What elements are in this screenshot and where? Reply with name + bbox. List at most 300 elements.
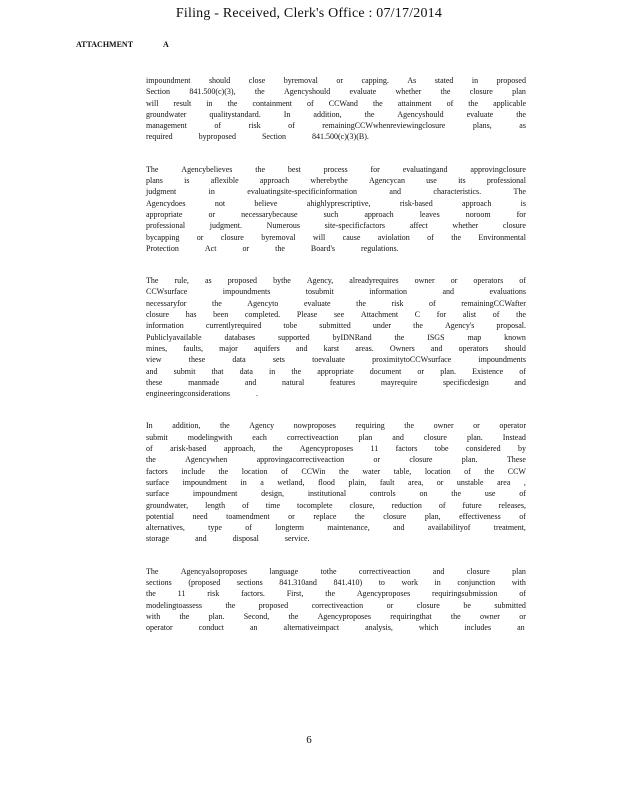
word: impoundment bbox=[146, 76, 191, 85]
word: 841.310and bbox=[279, 577, 317, 587]
word: requiringsubmission bbox=[432, 589, 498, 599]
word: affect bbox=[409, 221, 428, 231]
word: the bbox=[451, 232, 461, 242]
word: the bbox=[179, 611, 190, 621]
word: plan, bbox=[424, 511, 441, 521]
word: professional bbox=[486, 176, 526, 186]
paragraph bbox=[146, 566, 526, 634]
word: is bbox=[520, 198, 526, 208]
word: area, bbox=[407, 477, 424, 487]
word: will bbox=[146, 98, 159, 108]
word: of bbox=[438, 500, 446, 510]
word: management bbox=[146, 121, 187, 131]
word: professional bbox=[146, 221, 186, 231]
word: that bbox=[211, 366, 224, 376]
word: area bbox=[497, 477, 511, 487]
word: in bbox=[206, 98, 213, 108]
word: the bbox=[325, 589, 335, 599]
word: the bbox=[225, 600, 236, 610]
paragraph bbox=[146, 420, 526, 544]
word: the bbox=[339, 466, 349, 476]
text-line bbox=[146, 533, 526, 544]
text-line bbox=[146, 109, 526, 120]
word: plan bbox=[358, 432, 373, 442]
word: cause bbox=[342, 232, 361, 242]
word: submit bbox=[173, 366, 196, 376]
word: tobe bbox=[434, 444, 449, 454]
word: In bbox=[146, 421, 153, 431]
word: groundwater, bbox=[146, 500, 189, 510]
word: type bbox=[208, 523, 222, 533]
text-line bbox=[146, 354, 526, 365]
word: CCWin bbox=[301, 466, 326, 476]
word: capping. bbox=[361, 76, 389, 85]
word: risk bbox=[391, 298, 404, 308]
word: the bbox=[211, 298, 222, 308]
word: toevaluate bbox=[312, 355, 345, 365]
word: should bbox=[208, 76, 231, 85]
word: alreadyrequires bbox=[349, 276, 399, 286]
word: evaluatingand bbox=[402, 164, 448, 174]
word: areas. bbox=[355, 343, 374, 353]
word: of bbox=[307, 98, 314, 108]
word: Agency, bbox=[306, 276, 334, 286]
text-line bbox=[146, 420, 526, 431]
word: evaluations bbox=[489, 287, 526, 297]
word: table, bbox=[393, 466, 412, 476]
word: and bbox=[295, 343, 308, 353]
word: aquifers bbox=[253, 343, 280, 353]
paragraph bbox=[146, 164, 526, 254]
word: these bbox=[188, 355, 206, 365]
word: should bbox=[504, 343, 526, 353]
text-line bbox=[146, 466, 526, 477]
word: includes bbox=[464, 623, 492, 633]
word: the bbox=[219, 421, 230, 431]
word: byremoval bbox=[283, 76, 318, 85]
word: of bbox=[281, 466, 288, 476]
word: operator bbox=[146, 623, 173, 633]
word: of bbox=[519, 511, 526, 521]
word: the bbox=[146, 455, 156, 465]
word: or bbox=[242, 243, 250, 253]
word: alist bbox=[462, 310, 477, 320]
word: submit bbox=[146, 432, 168, 442]
word: faults, bbox=[183, 343, 204, 353]
word: its bbox=[458, 176, 466, 186]
word: of bbox=[146, 444, 153, 454]
word: approach, bbox=[223, 444, 256, 454]
word: in bbox=[471, 76, 479, 85]
word: and bbox=[195, 534, 207, 544]
word: approach bbox=[259, 176, 290, 186]
word: requiring bbox=[355, 421, 385, 431]
word: aflexible bbox=[210, 176, 239, 186]
word: use bbox=[426, 176, 437, 186]
word: of bbox=[242, 500, 249, 510]
word: modelingwith bbox=[187, 432, 233, 442]
word: major bbox=[219, 343, 238, 353]
text-line bbox=[146, 611, 526, 622]
word: wetland, bbox=[277, 477, 305, 487]
word: closure bbox=[409, 455, 433, 465]
word: each bbox=[252, 432, 267, 442]
word: 841.410) bbox=[333, 577, 363, 587]
word: proposed bbox=[258, 600, 289, 610]
text-line bbox=[146, 432, 526, 443]
word: language bbox=[269, 566, 299, 576]
text-line bbox=[146, 511, 526, 522]
word: or bbox=[436, 477, 444, 487]
word: noroom bbox=[465, 209, 491, 219]
word: the bbox=[516, 109, 526, 119]
word: be bbox=[463, 600, 471, 610]
word: toamendment bbox=[226, 511, 270, 521]
word: availabilityof bbox=[427, 523, 471, 533]
paragraph bbox=[146, 275, 526, 399]
word: closure bbox=[466, 566, 490, 576]
word: location bbox=[241, 466, 268, 476]
word: the bbox=[255, 164, 266, 174]
word: and bbox=[514, 377, 526, 387]
word: or bbox=[373, 455, 381, 465]
word: use bbox=[484, 489, 496, 499]
word: alternatives, bbox=[146, 523, 185, 533]
word: the bbox=[354, 511, 365, 521]
word: sets bbox=[272, 355, 285, 365]
word: and bbox=[146, 366, 158, 376]
document-body bbox=[146, 75, 526, 654]
word: plan. bbox=[208, 611, 225, 621]
word: need bbox=[192, 511, 208, 521]
word: qualitystandard. bbox=[209, 109, 261, 119]
word: These bbox=[506, 455, 526, 465]
word: the bbox=[356, 298, 366, 308]
word: bycapping bbox=[146, 232, 180, 242]
word: design, bbox=[261, 489, 285, 499]
word: these bbox=[146, 377, 163, 387]
word: believe bbox=[254, 198, 278, 208]
word: the bbox=[484, 466, 495, 476]
text-line bbox=[146, 120, 526, 131]
word: byIDNRand bbox=[332, 332, 372, 342]
word: required bbox=[146, 132, 173, 142]
word: best bbox=[287, 164, 301, 174]
word: ISGS bbox=[427, 332, 445, 342]
word: or bbox=[336, 76, 344, 85]
word: the bbox=[372, 98, 383, 108]
word: see bbox=[333, 310, 345, 320]
word: information bbox=[369, 287, 408, 297]
word: been bbox=[213, 310, 229, 320]
word: treatment, bbox=[493, 523, 526, 533]
word: Publiclyavailable bbox=[146, 332, 202, 342]
word: As bbox=[407, 76, 417, 85]
text-line bbox=[146, 98, 526, 109]
word: whether bbox=[452, 221, 479, 231]
word: plain, bbox=[348, 477, 367, 487]
word: reduction bbox=[391, 500, 422, 510]
word: of bbox=[519, 276, 526, 286]
word: evaluate bbox=[349, 87, 377, 97]
word: tothe bbox=[320, 566, 337, 576]
word: such bbox=[323, 209, 339, 219]
word: and bbox=[389, 187, 401, 197]
text-line bbox=[146, 186, 526, 197]
text-line bbox=[146, 588, 526, 599]
word: operator bbox=[499, 421, 526, 431]
word: plan. bbox=[440, 366, 456, 376]
word: controls bbox=[369, 489, 396, 499]
word: effectiveness bbox=[459, 511, 501, 521]
word: the bbox=[394, 332, 405, 342]
text-line bbox=[146, 377, 526, 388]
word: potential bbox=[146, 511, 174, 521]
word: of bbox=[245, 523, 252, 533]
word: and bbox=[430, 343, 443, 353]
word: and bbox=[442, 287, 455, 297]
word: map bbox=[467, 332, 482, 342]
word: the bbox=[272, 444, 283, 454]
word: supported bbox=[278, 332, 310, 342]
word: the bbox=[468, 98, 479, 108]
text-line bbox=[146, 600, 526, 611]
word: alternativeimpact bbox=[283, 623, 340, 633]
word: CCWsurface bbox=[146, 287, 188, 297]
word: fault bbox=[379, 477, 395, 487]
word: 841.500(c)(3)(B). bbox=[311, 132, 369, 142]
text-line bbox=[146, 175, 526, 186]
word: aviolation bbox=[377, 232, 410, 242]
word: factors bbox=[395, 444, 418, 454]
text-line bbox=[146, 275, 526, 286]
word: the bbox=[440, 87, 451, 97]
word: submitted bbox=[494, 600, 526, 610]
text-line bbox=[146, 232, 526, 243]
word: flood bbox=[318, 477, 335, 487]
word: manmade bbox=[188, 377, 220, 387]
text-line bbox=[146, 332, 526, 343]
attachment-label: ATTACHMENT bbox=[76, 40, 134, 49]
word: Agencyproposes bbox=[356, 589, 411, 599]
text-line bbox=[146, 131, 526, 142]
word: containment bbox=[252, 98, 292, 108]
word: appropriate bbox=[317, 366, 354, 376]
text-line bbox=[146, 443, 526, 454]
word: data bbox=[232, 355, 246, 365]
word: or bbox=[450, 276, 458, 286]
word: characteristics. bbox=[433, 187, 482, 197]
word: result bbox=[173, 98, 192, 108]
word: work bbox=[401, 577, 418, 587]
word: Agencycan bbox=[368, 176, 405, 186]
word: impoundment bbox=[192, 489, 238, 499]
word: or bbox=[196, 232, 204, 242]
word: operators bbox=[458, 343, 489, 353]
word: Agencyto bbox=[247, 298, 279, 308]
word: whether bbox=[395, 87, 422, 97]
word: closure bbox=[146, 310, 170, 320]
word: surface bbox=[146, 477, 170, 487]
word: closure bbox=[220, 232, 244, 242]
filing-header: Filing - Received, Clerk's Office : 07/17/2014 bbox=[175, 6, 443, 21]
word: plan bbox=[512, 87, 526, 97]
word: of bbox=[429, 298, 436, 308]
word: with bbox=[146, 611, 161, 621]
word: in bbox=[240, 477, 247, 487]
word: or bbox=[386, 600, 394, 610]
word: risk-based bbox=[399, 198, 433, 208]
word: of bbox=[519, 489, 526, 499]
word: plans bbox=[146, 176, 163, 186]
word: Agency bbox=[249, 421, 275, 431]
word: CCW bbox=[507, 466, 526, 476]
page-number: 6 bbox=[306, 734, 312, 746]
word: not bbox=[214, 198, 226, 208]
word: in bbox=[208, 187, 215, 197]
word: closure bbox=[416, 600, 440, 610]
word: of bbox=[214, 121, 222, 131]
word: factors. bbox=[241, 589, 265, 599]
word: in bbox=[269, 366, 276, 376]
word: Agencybelieves bbox=[181, 164, 233, 174]
word: Protection bbox=[146, 243, 179, 253]
word: water bbox=[362, 466, 381, 476]
word: tocomplete bbox=[297, 500, 333, 510]
word: Agencyshould bbox=[283, 87, 331, 97]
word: approach bbox=[364, 209, 394, 219]
word: will bbox=[312, 232, 326, 242]
word: to bbox=[378, 577, 385, 587]
text-line bbox=[146, 366, 526, 377]
word: Agencyshould bbox=[397, 109, 444, 119]
text-line bbox=[146, 320, 526, 331]
text-line bbox=[146, 454, 526, 465]
word: operators bbox=[473, 276, 504, 286]
word: remainingCCWwhenreviewingclosure bbox=[322, 121, 446, 131]
word: of bbox=[519, 589, 526, 599]
word: Numerous bbox=[266, 221, 300, 231]
word: proximitytoCCWsurface bbox=[372, 355, 452, 365]
word: Act bbox=[204, 243, 217, 253]
word: a bbox=[260, 477, 264, 487]
word: Instead bbox=[502, 432, 526, 442]
word: disposal bbox=[232, 534, 259, 544]
word: correctiveaction bbox=[358, 566, 411, 576]
word: under bbox=[372, 321, 392, 331]
word: document bbox=[369, 366, 402, 376]
word: conjunction bbox=[457, 577, 496, 587]
word: , bbox=[523, 477, 526, 487]
word: Agency's bbox=[444, 321, 475, 331]
word: or bbox=[519, 611, 526, 621]
text-line bbox=[146, 522, 526, 533]
word: features bbox=[329, 377, 356, 387]
word: groundwater bbox=[146, 109, 187, 119]
word: CCWand bbox=[328, 98, 358, 108]
word: and bbox=[432, 566, 445, 576]
word: The bbox=[146, 164, 159, 174]
text-line bbox=[146, 86, 526, 97]
word: of bbox=[446, 98, 454, 108]
word: necessaryfor bbox=[146, 298, 187, 308]
word: evaluate bbox=[303, 298, 331, 308]
word: the bbox=[275, 243, 285, 253]
word: (proposed bbox=[188, 577, 221, 587]
word: owner bbox=[414, 276, 435, 286]
word: the bbox=[218, 466, 229, 476]
text-line bbox=[146, 577, 526, 588]
word: the bbox=[364, 109, 375, 119]
text-line bbox=[146, 622, 526, 633]
word: applicable bbox=[493, 98, 526, 108]
word: the bbox=[451, 489, 462, 499]
word: or bbox=[473, 421, 480, 431]
word: Owners bbox=[389, 343, 415, 353]
word: storage bbox=[146, 534, 170, 544]
word: The bbox=[146, 566, 159, 576]
word: . bbox=[255, 389, 258, 399]
word: or bbox=[208, 209, 216, 219]
text-line bbox=[146, 164, 526, 175]
text-line bbox=[146, 343, 526, 354]
word: Section bbox=[261, 132, 286, 142]
word: 841.500(c)(3), bbox=[189, 87, 236, 97]
word: longterm bbox=[275, 523, 305, 533]
word: service. bbox=[284, 534, 310, 544]
word: plan bbox=[512, 566, 526, 576]
word: karst bbox=[323, 343, 340, 353]
word: mines, bbox=[146, 343, 168, 353]
word: mayrequire bbox=[380, 377, 418, 387]
word: process bbox=[323, 164, 348, 174]
word: sections bbox=[146, 577, 172, 587]
word: an bbox=[517, 623, 525, 633]
word: Agencywhen bbox=[185, 455, 228, 465]
word: addition, bbox=[172, 421, 201, 431]
word: or bbox=[288, 511, 295, 521]
word: of bbox=[519, 366, 526, 376]
word: the bbox=[516, 310, 526, 320]
word: risk bbox=[207, 589, 220, 599]
word: for bbox=[436, 310, 447, 320]
word: Environmental bbox=[478, 232, 526, 242]
word: of bbox=[492, 310, 500, 320]
word: byremoval bbox=[261, 232, 296, 242]
word: 11 bbox=[370, 444, 379, 454]
word: evaluatingsite-specificinformation bbox=[247, 187, 358, 197]
word: 11 bbox=[177, 589, 186, 599]
word: releases, bbox=[498, 500, 526, 510]
text-line bbox=[146, 488, 526, 499]
text-line bbox=[146, 75, 526, 86]
word: considered bbox=[465, 444, 501, 454]
word: specificdesign bbox=[442, 377, 489, 387]
word: the bbox=[254, 87, 265, 97]
word: Agencyproposes bbox=[317, 611, 371, 621]
text-line bbox=[146, 209, 526, 220]
text-line bbox=[146, 309, 526, 320]
word: length bbox=[205, 500, 226, 510]
word: ahighlyprescriptive, bbox=[306, 198, 371, 208]
word: In bbox=[283, 109, 291, 119]
word: plan. bbox=[466, 432, 483, 442]
word: impoundments bbox=[478, 355, 526, 365]
word: byproposed bbox=[198, 132, 236, 142]
word: Board's bbox=[310, 243, 336, 253]
word: of bbox=[288, 121, 295, 131]
word: attainment bbox=[397, 98, 432, 108]
